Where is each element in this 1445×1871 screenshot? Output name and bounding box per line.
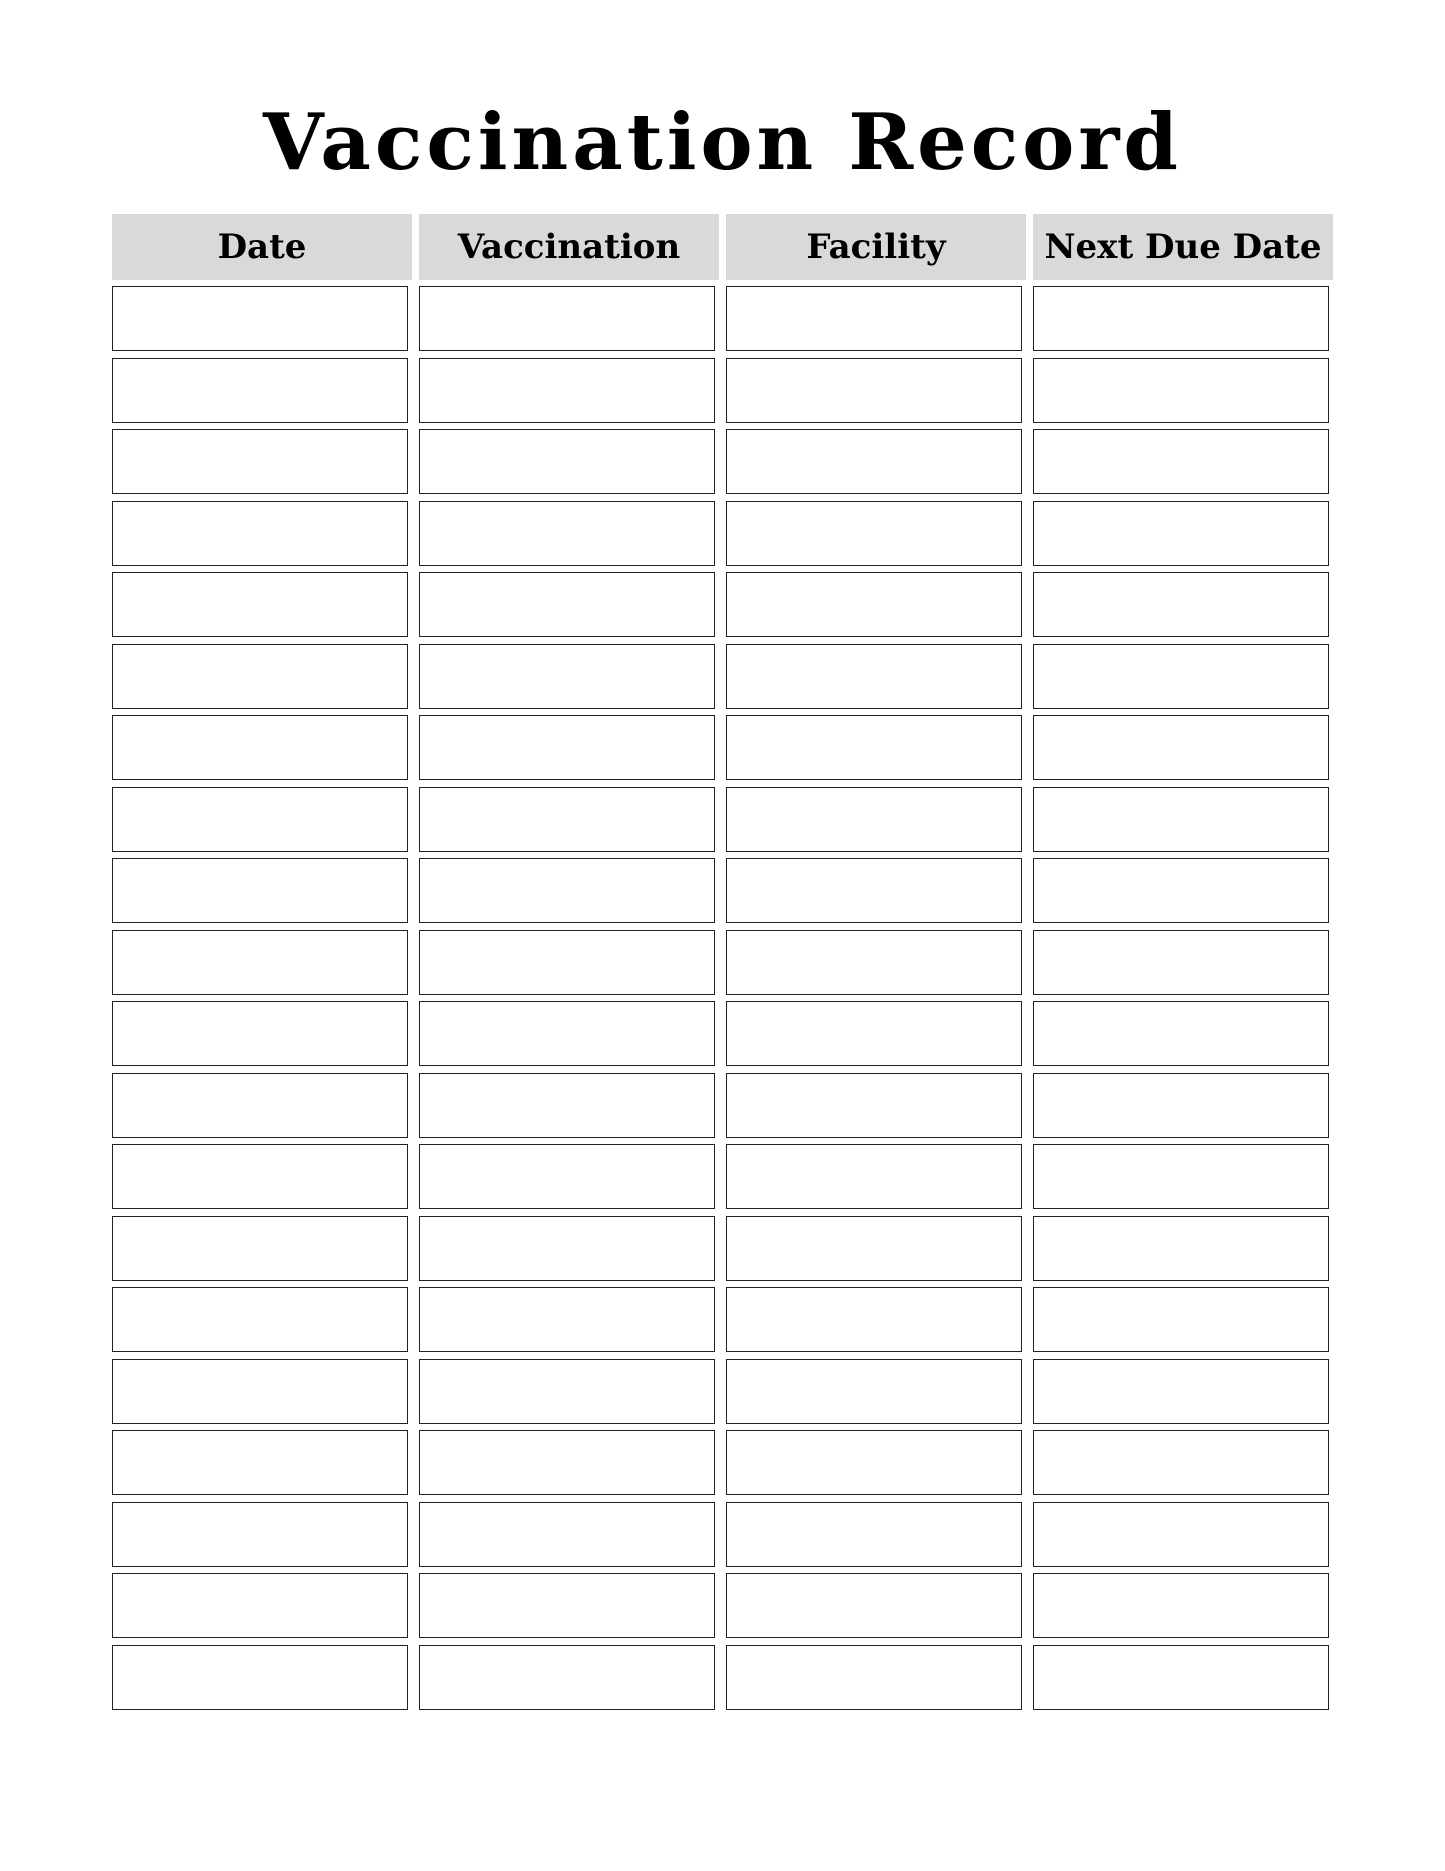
table-cell-facility[interactable] xyxy=(726,858,1022,923)
table-cell-facility[interactable] xyxy=(726,715,1022,780)
table-cell-next-due-date[interactable] xyxy=(1033,858,1329,923)
column-header-facility: Facility xyxy=(726,214,1026,280)
table-cell-date[interactable] xyxy=(112,858,408,923)
table-cell-vaccination[interactable] xyxy=(419,1216,715,1281)
table-cell-facility[interactable] xyxy=(726,572,1022,637)
table-cell-date[interactable] xyxy=(112,1287,408,1352)
table-cell-facility[interactable] xyxy=(726,1144,1022,1209)
table-cell-facility[interactable] xyxy=(726,1216,1022,1281)
table-cell-next-due-date[interactable] xyxy=(1033,572,1329,637)
table-cell-next-due-date[interactable] xyxy=(1033,358,1329,423)
table-cell-vaccination[interactable] xyxy=(419,1359,715,1424)
table-cell-vaccination[interactable] xyxy=(419,1073,715,1138)
table-cell-vaccination[interactable] xyxy=(419,644,715,709)
table-cell-vaccination[interactable] xyxy=(419,1287,715,1352)
table-cell-next-due-date[interactable] xyxy=(1033,787,1329,852)
table-cell-date[interactable] xyxy=(112,286,408,351)
table-cell-next-due-date[interactable] xyxy=(1033,1001,1329,1066)
table-cell-facility[interactable] xyxy=(726,1073,1022,1138)
table-cell-next-due-date[interactable] xyxy=(1033,1502,1329,1567)
column-header-vaccination: Vaccination xyxy=(419,214,719,280)
table-cell-facility[interactable] xyxy=(726,429,1022,494)
table-cell-facility[interactable] xyxy=(726,1359,1022,1424)
table-cell-vaccination[interactable] xyxy=(419,1573,715,1638)
table-cell-vaccination[interactable] xyxy=(419,286,715,351)
table-cell-next-due-date[interactable] xyxy=(1033,501,1329,566)
table-cell-facility[interactable] xyxy=(726,358,1022,423)
table-cell-next-due-date[interactable] xyxy=(1033,1573,1329,1638)
table-cell-date[interactable] xyxy=(112,1645,408,1710)
table-cell-date[interactable] xyxy=(112,501,408,566)
table-cell-date[interactable] xyxy=(112,644,408,709)
table-cell-vaccination[interactable] xyxy=(419,715,715,780)
table-cell-date[interactable] xyxy=(112,1144,408,1209)
table-cell-facility[interactable] xyxy=(726,286,1022,351)
table-cell-next-due-date[interactable] xyxy=(1033,1216,1329,1281)
table-cell-vaccination[interactable] xyxy=(419,1430,715,1495)
table-cell-facility[interactable] xyxy=(726,787,1022,852)
table-cell-vaccination[interactable] xyxy=(419,1001,715,1066)
table-cell-vaccination[interactable] xyxy=(419,572,715,637)
table-cell-date[interactable] xyxy=(112,429,408,494)
column-header-date: Date xyxy=(112,214,412,280)
table-cell-vaccination[interactable] xyxy=(419,501,715,566)
table-cell-date[interactable] xyxy=(112,358,408,423)
table-cell-vaccination[interactable] xyxy=(419,1502,715,1567)
table-cell-facility[interactable] xyxy=(726,930,1022,995)
table-cell-date[interactable] xyxy=(112,1073,408,1138)
column-header-next-due-date: Next Due Date xyxy=(1033,214,1333,280)
table-header-row xyxy=(112,214,1334,280)
table-cell-date[interactable] xyxy=(112,1573,408,1638)
table-cell-vaccination[interactable] xyxy=(419,787,715,852)
table-cell-date[interactable] xyxy=(112,715,408,780)
table-cell-facility[interactable] xyxy=(726,1001,1022,1066)
table-cell-date[interactable] xyxy=(112,930,408,995)
table-cell-date[interactable] xyxy=(112,787,408,852)
table-cell-date[interactable] xyxy=(112,1502,408,1567)
table-cell-vaccination[interactable] xyxy=(419,429,715,494)
table-cell-vaccination[interactable] xyxy=(419,930,715,995)
table-cell-facility[interactable] xyxy=(726,1287,1022,1352)
table-cell-facility[interactable] xyxy=(726,1502,1022,1567)
vaccination-record-table xyxy=(112,214,1334,1710)
page-title: Vaccination Record xyxy=(263,97,1182,188)
table-cell-date[interactable] xyxy=(112,1216,408,1281)
table-cell-next-due-date[interactable] xyxy=(1033,1073,1329,1138)
table-cell-vaccination[interactable] xyxy=(419,358,715,423)
table-cell-next-due-date[interactable] xyxy=(1033,429,1329,494)
table-cell-next-due-date[interactable] xyxy=(1033,1287,1329,1352)
table-cell-next-due-date[interactable] xyxy=(1033,1645,1329,1710)
table-cell-vaccination[interactable] xyxy=(419,1645,715,1710)
table-cell-vaccination[interactable] xyxy=(419,858,715,923)
table-cell-date[interactable] xyxy=(112,1359,408,1424)
table-cell-date[interactable] xyxy=(112,572,408,637)
table-cell-facility[interactable] xyxy=(726,644,1022,709)
table-body xyxy=(112,286,1334,1710)
table-cell-facility[interactable] xyxy=(726,1430,1022,1495)
table-cell-next-due-date[interactable] xyxy=(1033,1359,1329,1424)
table-cell-vaccination[interactable] xyxy=(419,1144,715,1209)
table-cell-facility[interactable] xyxy=(726,501,1022,566)
table-cell-next-due-date[interactable] xyxy=(1033,644,1329,709)
table-cell-next-due-date[interactable] xyxy=(1033,715,1329,780)
table-cell-next-due-date[interactable] xyxy=(1033,1144,1329,1209)
table-cell-next-due-date[interactable] xyxy=(1033,930,1329,995)
table-cell-date[interactable] xyxy=(112,1001,408,1066)
table-cell-next-due-date[interactable] xyxy=(1033,286,1329,351)
table-cell-facility[interactable] xyxy=(726,1573,1022,1638)
table-cell-date[interactable] xyxy=(112,1430,408,1495)
table-cell-facility[interactable] xyxy=(726,1645,1022,1710)
table-cell-next-due-date[interactable] xyxy=(1033,1430,1329,1495)
